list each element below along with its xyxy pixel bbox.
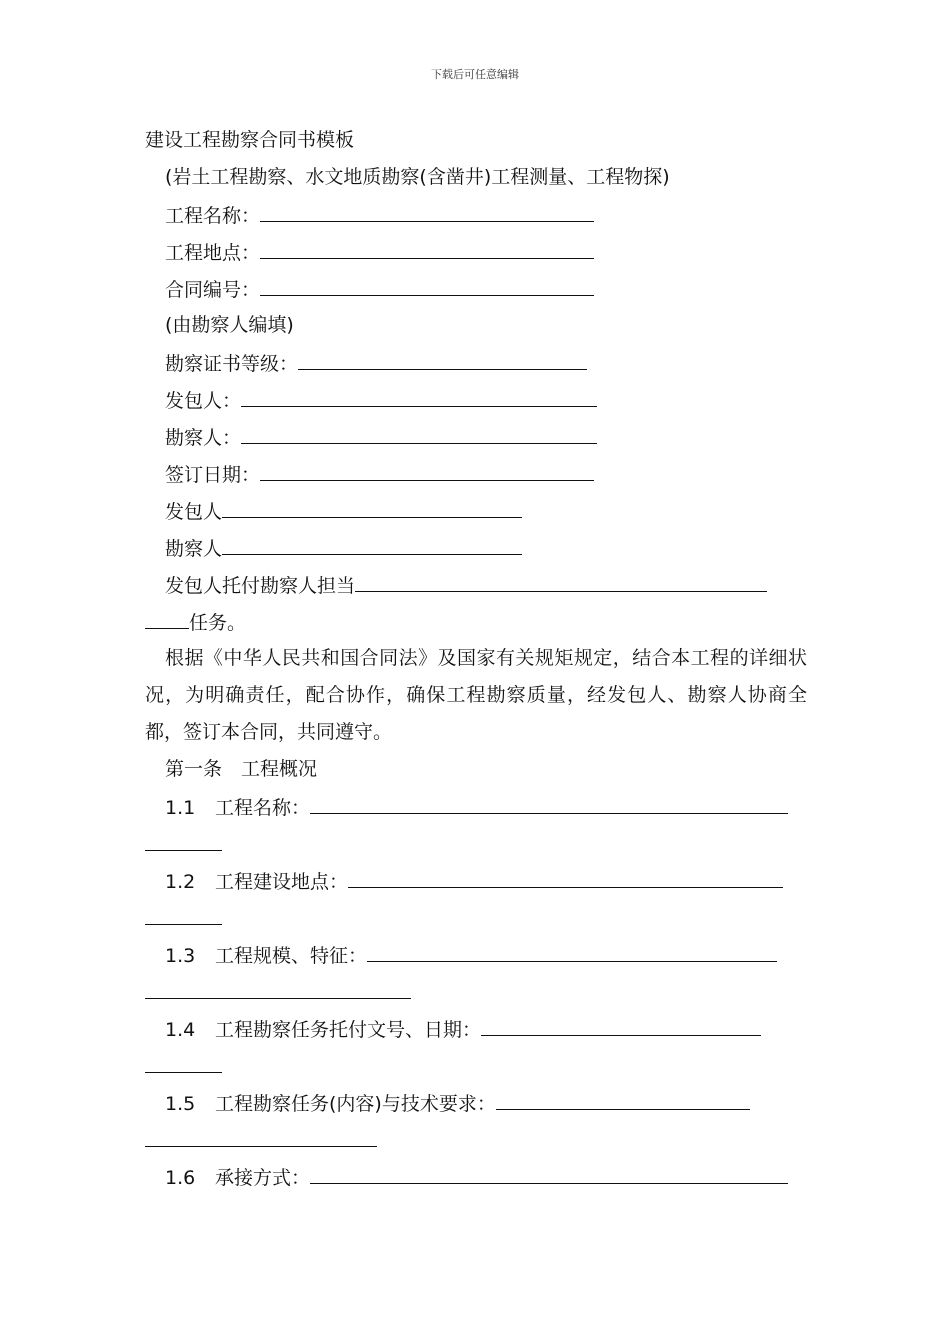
page-header: 下载后可任意编辑 xyxy=(431,68,519,81)
item-label: 工程建设地点： xyxy=(215,871,349,893)
fill-blank[interactable] xyxy=(145,899,222,925)
fill-blank[interactable] xyxy=(298,344,587,370)
item-number: 1.1 xyxy=(165,797,196,819)
article-item-1-4 xyxy=(145,1010,807,1047)
item-number: 1.4 xyxy=(165,1019,196,1041)
item-label: 工程勘察任务(内容)与技术要求： xyxy=(215,1093,496,1115)
field-project-name xyxy=(145,196,807,233)
fill-blank[interactable] xyxy=(367,936,777,962)
party-surveyor xyxy=(145,529,807,566)
item-label: 工程勘察任务托付文号、日期： xyxy=(215,1019,482,1041)
fill-blank[interactable] xyxy=(145,825,222,851)
fill-blank[interactable] xyxy=(481,1010,761,1036)
article-item-1-4-continued xyxy=(145,1047,807,1084)
entrust-line-continued xyxy=(145,603,807,640)
article-1-title: 第一条 工程概况 xyxy=(165,758,318,780)
fill-blank[interactable] xyxy=(260,455,594,481)
field-label: 签订日期： xyxy=(165,464,261,486)
document-title: 建设工程勘察合同书模板 xyxy=(145,129,355,151)
article-item-1-1-continued xyxy=(145,825,807,862)
entrust-line xyxy=(145,566,807,603)
fill-blank[interactable] xyxy=(145,603,189,629)
field-label: 勘察人： xyxy=(165,427,242,449)
fill-blank[interactable] xyxy=(145,1121,377,1147)
party-label: 勘察人 xyxy=(165,538,223,560)
article-item-1-5-continued xyxy=(145,1121,807,1158)
fill-blank[interactable] xyxy=(145,1047,222,1073)
entrust-suffix: 任务。 xyxy=(189,612,247,634)
field-sign-date xyxy=(145,455,807,492)
field-project-location xyxy=(145,233,807,270)
fill-blank[interactable] xyxy=(355,566,767,592)
fill-blank[interactable] xyxy=(241,418,597,444)
party-employer xyxy=(145,492,807,529)
fill-blank[interactable] xyxy=(310,1158,788,1184)
article-item-1-3-continued xyxy=(145,973,807,1010)
item-number: 1.2 xyxy=(165,871,196,893)
fill-blank[interactable] xyxy=(348,862,783,888)
item-number: 1.3 xyxy=(165,945,196,967)
field-note: (由勘察人编填) xyxy=(165,314,294,336)
document-body xyxy=(145,122,807,1195)
article-item-1-5 xyxy=(145,1084,807,1121)
item-number: 1.6 xyxy=(165,1167,196,1189)
article-item-1-1 xyxy=(145,788,807,825)
entrust-text: 发包人托付勘察人担当 xyxy=(165,575,356,597)
field-label: 工程地点： xyxy=(165,242,261,264)
article-item-1-2-continued xyxy=(145,899,807,936)
item-number: 1.5 xyxy=(165,1093,196,1115)
article-item-1-2 xyxy=(145,862,807,899)
fill-blank[interactable] xyxy=(222,492,522,518)
intro-paragraph: 根据《中华人民共和国合同法》及国家有关规矩规定，结合本工程的详细状况，为明确责任，配合协作，确保工程勘察质量，经发包人、勘察人协商全都，签订本合同，共同遵守。 xyxy=(145,647,807,743)
field-employer xyxy=(145,381,807,418)
fill-blank[interactable] xyxy=(310,788,788,814)
fill-blank[interactable] xyxy=(260,233,594,259)
item-label: 承接方式： xyxy=(215,1167,311,1189)
field-cert-level xyxy=(145,344,807,381)
fill-blank[interactable] xyxy=(496,1084,750,1110)
field-contract-no xyxy=(145,270,807,307)
item-label: 工程名称： xyxy=(215,797,311,819)
field-label: 工程名称： xyxy=(165,205,261,227)
article-item-1-3 xyxy=(145,936,807,973)
fill-blank[interactable] xyxy=(260,270,594,296)
item-label: 工程规模、特征： xyxy=(215,945,368,967)
fill-blank[interactable] xyxy=(222,529,522,555)
document-subtitle: (岩土工程勘察、水文地质勘察(含凿井)工程测量、工程物探) xyxy=(165,166,670,188)
party-label: 发包人 xyxy=(165,501,223,523)
field-surveyor xyxy=(145,418,807,455)
fill-blank[interactable] xyxy=(241,381,597,407)
article-item-1-6 xyxy=(145,1158,807,1195)
field-label: 合同编号： xyxy=(165,279,261,301)
fill-blank[interactable] xyxy=(260,196,594,222)
fill-blank[interactable] xyxy=(145,973,411,999)
field-label: 发包人： xyxy=(165,390,242,412)
field-label: 勘察证书等级： xyxy=(165,353,299,375)
